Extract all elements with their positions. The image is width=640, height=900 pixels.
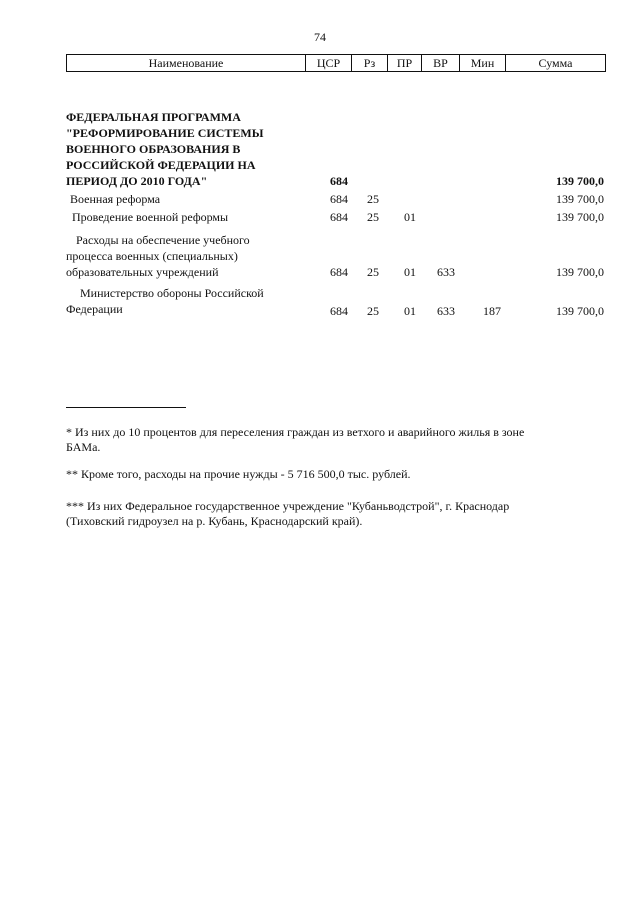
row-sum: 139 700,0 — [556, 265, 604, 279]
program-title-line: "РЕФОРМИРОВАНИЕ СИСТЕМЫ — [66, 126, 264, 140]
program-title-line: ПЕРИОД ДО 2010 ГОДА" — [66, 174, 208, 188]
row-name: процесса военных (специальных) — [66, 249, 238, 263]
row-rz: 25 — [367, 265, 379, 279]
row-sum: 139 700,0 — [556, 304, 604, 318]
program-csr: 684 — [330, 174, 348, 188]
row-csr: 684 — [330, 192, 348, 206]
row-rz: 25 — [367, 192, 379, 206]
row-sum: 139 700,0 — [556, 192, 604, 206]
footnote-2 — [66, 467, 566, 482]
header-min: Мин — [460, 55, 506, 71]
row-name: Федерации — [66, 302, 123, 316]
header-sum: Сумма — [538, 56, 573, 70]
row-vr: 633 — [437, 265, 455, 279]
table-header — [66, 54, 606, 72]
row-pr: 01 — [404, 210, 416, 224]
footnote-line: БАМа. — [66, 440, 101, 454]
row-sum: 139 700,0 — [556, 210, 604, 224]
footnote-line: (Тиховский гидроузел на р. Кубань, Краснодарский край). — [66, 514, 363, 528]
header-vr: ВР — [422, 55, 460, 71]
row-csr: 684 — [330, 210, 348, 224]
row-min: 187 — [483, 304, 501, 318]
program-sum: 139 700,0 — [556, 174, 604, 188]
footnote-line: ** Кроме того, расходы на прочие нужды - 5 716 500,0 тыс. рублей. — [66, 467, 411, 481]
footnote-line: * Из них до 10 процентов для переселения граждан из ветхого и аварийного жилья в зоне — [66, 425, 525, 439]
footnote-line: *** Из них Федеральное государственное учреждение "Кубаньводстрой", г. Краснодар — [66, 499, 510, 513]
row-rz: 25 — [367, 304, 379, 318]
row-rz: 25 — [367, 210, 379, 224]
row-name: образовательных учреждений — [66, 265, 219, 279]
row-name: Проведение военной реформы — [72, 210, 229, 224]
row-csr: 684 — [330, 265, 348, 279]
row-name: Министерство обороны Российской — [80, 286, 264, 300]
program-title-line: ВОЕННОГО ОБРАЗОВАНИЯ В — [66, 142, 241, 156]
footnote-1 — [66, 425, 566, 455]
header-csr: ЦСР — [306, 55, 352, 71]
row-csr: 684 — [330, 304, 348, 318]
footnote-divider — [66, 407, 186, 408]
row-name: Расходы на обеспечение учебного — [76, 233, 250, 247]
program-title-line: РОССИЙСКОЙ ФЕДЕРАЦИИ НА — [66, 158, 256, 172]
row-pr: 01 — [404, 265, 416, 279]
header-name: Наименование — [67, 55, 306, 71]
row-vr: 633 — [437, 304, 455, 318]
header-pr: ПР — [388, 55, 422, 71]
footnote-3 — [66, 499, 566, 529]
row-name: Военная реформа — [70, 192, 161, 206]
header-rz: Рз — [352, 55, 388, 71]
row-pr: 01 — [404, 304, 416, 318]
page-number: 74 — [314, 30, 326, 44]
program-title-line: ФЕДЕРАЛЬНАЯ ПРОГРАММА — [66, 110, 241, 124]
